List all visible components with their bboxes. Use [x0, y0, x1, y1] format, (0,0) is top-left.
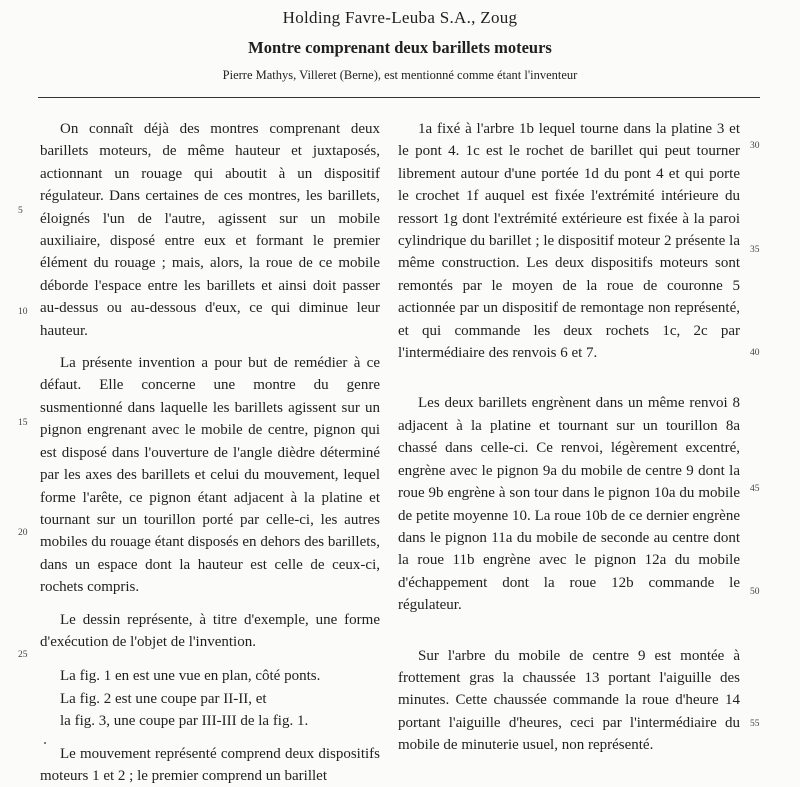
line-number: 55: [750, 719, 760, 729]
paragraph: La présente invention a pour but de remédier à ce défaut. Elle concerne une montre du genre susmentionné dans laquelle les barillets agissent sur un pignon engrenant avec le mobile de centre, pignon qui est disposé dans l'ouverture de l'angle dièdre déterminé par les axes des barillets et celui du mouvement, lequel forme l'arête, ce pignon étant adjacent à la platine et tournant sur un tourillon porté par celle-ci, les autres mobiles du rouage étant disposés en dehors des barillets, dans un espace dont la hauteur est celle de ceux-ci, rochets compris.: [40, 355, 380, 596]
right-column: [398, 118, 740, 757]
line-number: 15: [18, 418, 28, 428]
left-column: [40, 118, 380, 787]
paragraph: On connaît déjà des montres comprenant deux barillets moteurs, de même hauteur et juxtaposés, actionnant un rouage qui aboutit à un dispositif régulateur. Dans certaines de ces montres, les barillets, éloignés l'un de l'autre, agissent sur un mobile auxiliaire, disposé entre eux et formant le premier élément du rouage ; mais, alors, la roue de ce mobile déborde l'espace entre les barillets et ainsi doit passer au-dessus ou au-dessous d'eux, ce qui diminue leur hauteur.: [40, 121, 380, 339]
line-number: 5: [18, 206, 23, 216]
figure-line: La fig. 1 en est une vue en plan, côté ponts.: [60, 668, 321, 685]
line-number: 50: [750, 587, 760, 597]
line-number: 10: [18, 307, 28, 317]
line-number: 20: [18, 528, 28, 538]
paragraph: Le dessin représente, à titre d'exemple, une forme d'exécution de l'objet de l'invention.: [40, 611, 380, 650]
figure-line: la fig. 3, une coupe par III-III de la fig. 1.: [60, 713, 309, 730]
paragraph: Sur l'arbre du mobile de centre 9 est montée à frottement gras la chaussée 13 portant l'aiguille des minutes. Cette chaussée commande la roue d'heure 14 portant l'aiguille d'heures, ceci par l'intermédiaire du mobile de minuterie usuel, non représenté.: [398, 647, 740, 754]
company-name: Holding Favre-Leuba S.A., Zoug: [282, 8, 518, 27]
line-number: 40: [750, 348, 760, 358]
line-number: 25: [18, 650, 28, 660]
line-number: 45: [750, 484, 760, 494]
document-title: Montre comprenant deux barillets moteurs: [248, 38, 552, 57]
paragraph: Les deux barillets engrènent dans un même renvoi 8 adjacent à la platine et tournant sur un tourillon 8a chassé dans celle-ci. Ce renvoi, légèrement excentré, engrène avec le pignon 9a du mobile de centre 9 dont la roue 9b engrène à son tour dans le pignon 10a du mobile de petite moyenne 10. La roue 10b de ce dernier engrène dans le pignon 11a du mobile de seconde au centre dont la roue 11b engrène avec le pignon 12a du mobile d'échappement dont la roue 12b commande le régulateur.: [398, 395, 740, 614]
line-number: 35: [750, 245, 760, 255]
inventor-line: Pierre Mathys, Villeret (Berne), est mentionné comme étant l'inventeur: [222, 68, 578, 82]
figure-line: La fig. 2 est une coupe par II-II, et: [60, 690, 267, 707]
paragraph: 1a fixé à l'arbre 1b lequel tourne dans la platine 3 et le pont 4. 1c est le rochet de barillet qui peut tourner librement autour d'une portée 1d du pont 4 et qui porte le crochet 1f auquel est fixée l'extrémité intérieure du ressort 1g dont l'extrémité extérieure est fixée à la paroi cylindrique du barillet ; le dispositif moteur 2 présente la même construction. Les deux dispositifs moteurs sont remontés par le moyen de la roue de couronne 5 actionnée par un dispositif de remontage non représenté, et qui commande les deux rochets 1c, 2c par l'intermédiaire des renvois 6 et 7.: [398, 121, 740, 362]
header-rule: [38, 97, 760, 98]
line-number: 30: [750, 141, 760, 151]
stray-mark: [44, 742, 46, 744]
paragraph: Le mouvement représenté comprend deux dispositifs moteurs 1 et 2 ; le premier comprend un barillet: [40, 745, 380, 784]
